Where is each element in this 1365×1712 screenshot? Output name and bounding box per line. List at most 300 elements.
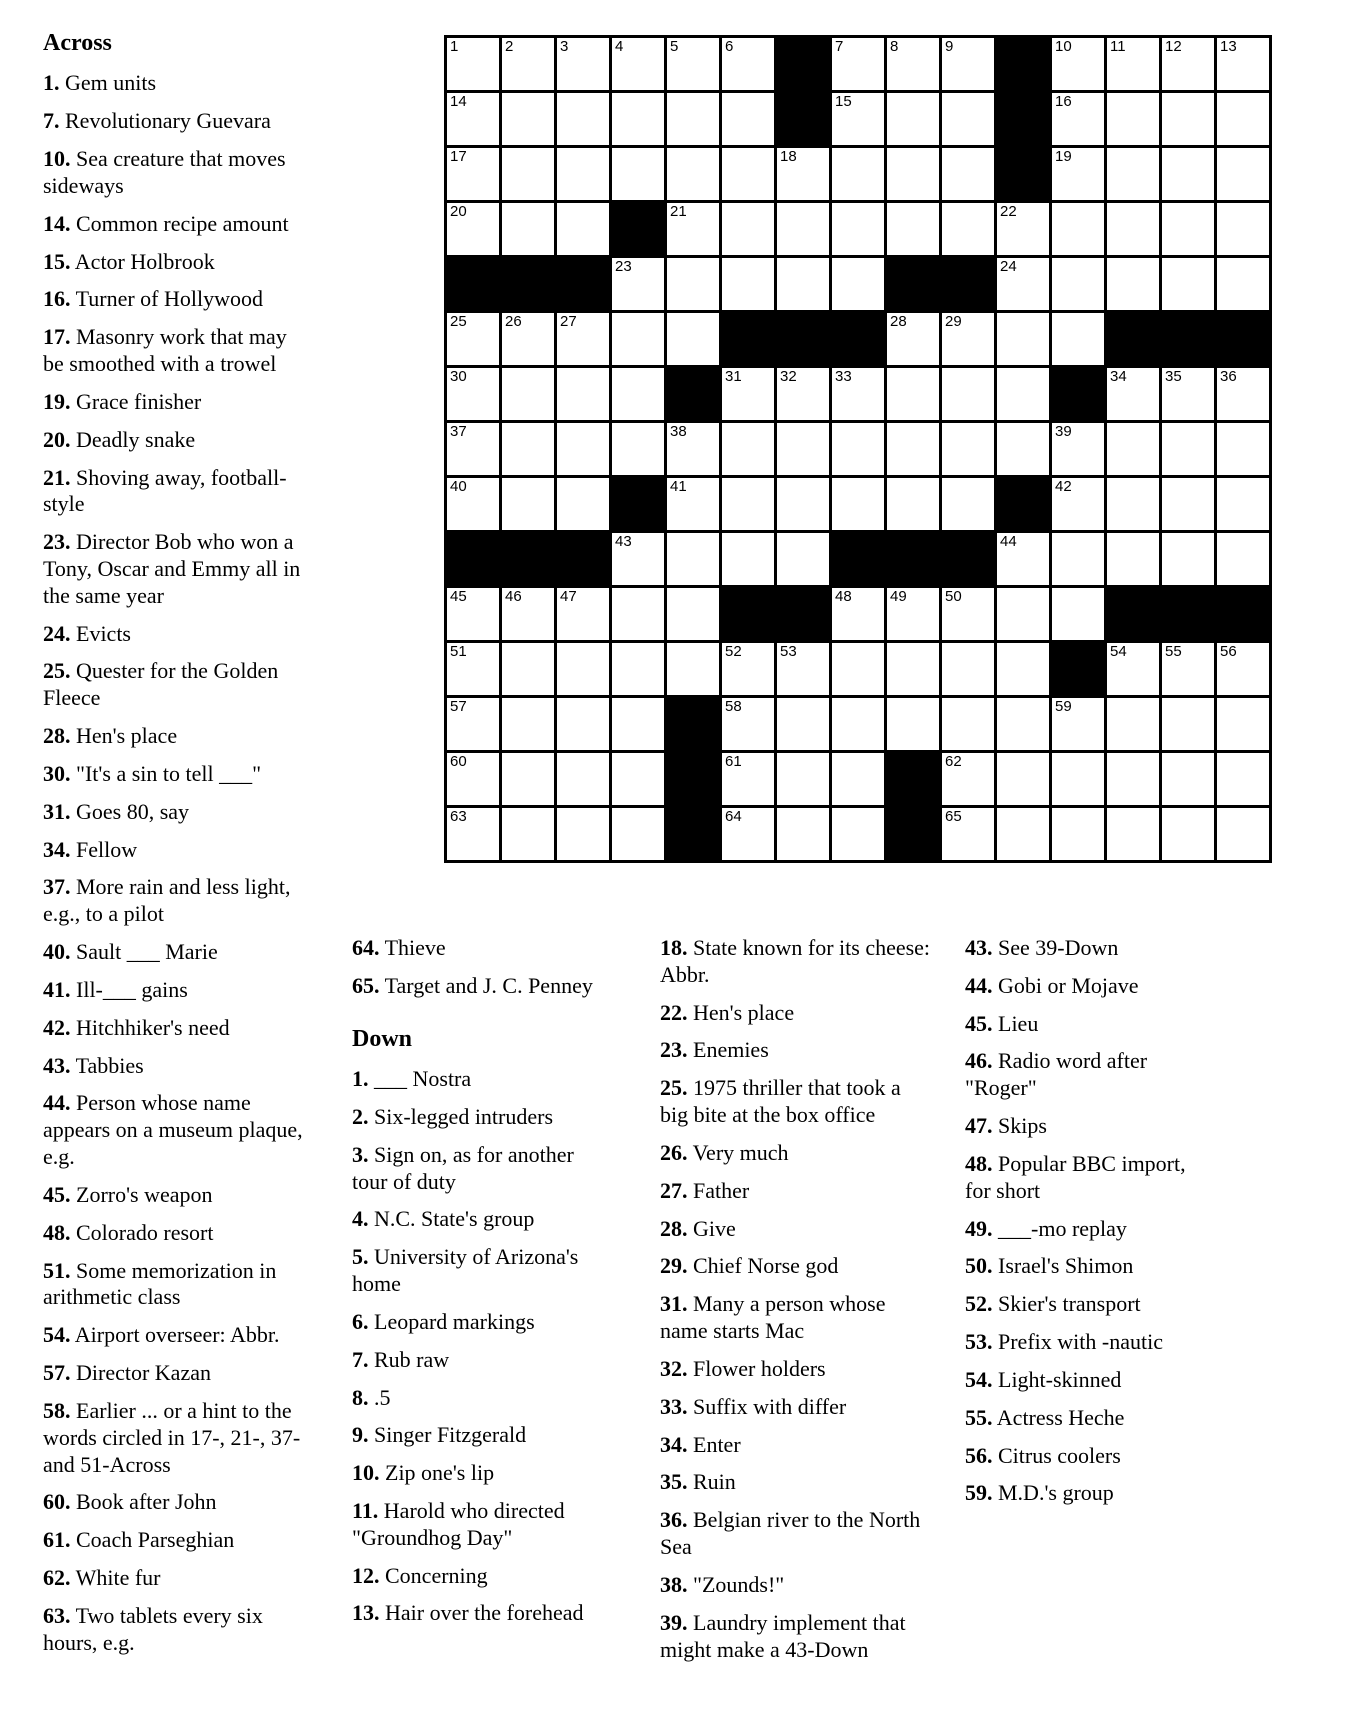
grid-cell[interactable]: [557, 93, 609, 145]
grid-cell[interactable]: [612, 313, 664, 365]
grid-cell[interactable]: [1162, 533, 1214, 585]
grid-cell[interactable]: [1052, 533, 1104, 585]
clue-down-18: 18. State known for its cheese: Abbr.: [660, 935, 931, 987]
grid-cell[interactable]: [832, 93, 884, 145]
grid-cell[interactable]: [447, 148, 499, 200]
grid-cell[interactable]: [887, 368, 939, 420]
grid-cell[interactable]: [1052, 808, 1104, 860]
grid-cell-black: [1052, 643, 1104, 695]
clue-number: 21.: [43, 464, 71, 490]
grid-cell[interactable]: [1107, 698, 1159, 750]
grid-cell[interactable]: [722, 753, 774, 805]
grid-cell-black: [667, 753, 719, 805]
clue-down-3: 3. Sign on, as for another tour of duty: [352, 1141, 574, 1194]
grid-cell[interactable]: [667, 533, 719, 585]
grid-cell[interactable]: [557, 148, 609, 200]
grid-cell[interactable]: [832, 203, 884, 255]
cell-number: 64: [725, 808, 742, 825]
cell-number: 58: [725, 698, 742, 715]
grid-cell[interactable]: [612, 808, 664, 860]
grid-cell-black: [997, 38, 1049, 90]
grid-cell-black: [1217, 588, 1269, 640]
cell-number: 34: [1110, 368, 1127, 385]
grid-cell[interactable]: [997, 698, 1049, 750]
grid-cell[interactable]: [1217, 808, 1269, 860]
clue-across-34: 34. Fellow: [43, 836, 138, 862]
grid-cell-black: [832, 533, 884, 585]
grid-cell-black: [942, 533, 994, 585]
clue-down-44: 44. Gobi or Mojave: [965, 972, 1139, 998]
clue-number: 43.: [965, 935, 993, 960]
grid-cell[interactable]: [722, 368, 774, 420]
clue-across-23: 23. Director Bob who won a Tony, Oscar and Emmy all in the same year: [43, 529, 301, 608]
clue-number: 28.: [660, 1215, 688, 1241]
grid-cell[interactable]: [832, 368, 884, 420]
clue-number: 15.: [43, 248, 71, 274]
grid-cell[interactable]: [887, 313, 939, 365]
cell-number: 54: [1110, 643, 1127, 660]
grid-cell-black: [612, 478, 664, 530]
grid-cell[interactable]: [832, 478, 884, 530]
cell-number: 5: [670, 38, 679, 55]
grid-cell[interactable]: [997, 368, 1049, 420]
grid-cell[interactable]: [1217, 258, 1269, 310]
grid-cell[interactable]: [887, 643, 939, 695]
grid-cell[interactable]: [722, 643, 774, 695]
grid-cell[interactable]: [1217, 643, 1269, 695]
clue-across-17: 17. Masonry work that may be smoothed with a trowel: [43, 324, 287, 377]
grid-cell[interactable]: [887, 38, 939, 90]
grid-cell[interactable]: [777, 258, 829, 310]
grid-cell[interactable]: [612, 698, 664, 750]
grid-cell[interactable]: [447, 478, 499, 530]
grid-cell-black: [777, 93, 829, 145]
cell-number: 57: [450, 698, 467, 715]
grid-cell[interactable]: [557, 368, 609, 420]
grid-cell[interactable]: [777, 643, 829, 695]
grid-cell[interactable]: [557, 478, 609, 530]
grid-cell[interactable]: [777, 753, 829, 805]
grid-cell[interactable]: [1162, 258, 1214, 310]
grid-cell[interactable]: [1107, 533, 1159, 585]
clue-across-63: 63. Two tablets every six hours, e.g.: [43, 1602, 263, 1655]
grid-cell[interactable]: [887, 423, 939, 475]
grid-cell[interactable]: [722, 533, 774, 585]
grid-cell[interactable]: [612, 643, 664, 695]
grid-cell[interactable]: [1162, 368, 1214, 420]
clue-number: 47.: [965, 1113, 993, 1139]
clue-number: 45.: [43, 1181, 71, 1207]
clue-number: 57.: [43, 1360, 71, 1386]
cell-number: 49: [890, 588, 907, 605]
grid-cell[interactable]: [1052, 38, 1104, 90]
grid-cell[interactable]: [447, 203, 499, 255]
grid-cell[interactable]: [612, 258, 664, 310]
grid-cell[interactable]: [1107, 203, 1159, 255]
grid-cell[interactable]: [832, 643, 884, 695]
grid-cell[interactable]: [1107, 478, 1159, 530]
clue-number: 6.: [352, 1308, 369, 1334]
cell-number: 24: [1000, 258, 1017, 275]
clue-down-28: 28. Give: [660, 1215, 736, 1241]
clue-number: 27.: [660, 1177, 688, 1203]
across-clues-column: [43, 30, 307, 1667]
grid-cell[interactable]: [667, 148, 719, 200]
clue-number: 3.: [352, 1141, 369, 1167]
grid-cell[interactable]: [1107, 258, 1159, 310]
grid-cell[interactable]: [557, 698, 609, 750]
clue-number: 35.: [660, 1469, 688, 1495]
grid-cell[interactable]: [832, 698, 884, 750]
grid-cell[interactable]: [777, 478, 829, 530]
grid-cell[interactable]: [612, 533, 664, 585]
clue-down-10: 10. Zip one's lip: [352, 1460, 495, 1486]
grid-cell[interactable]: [1217, 368, 1269, 420]
grid-cell[interactable]: [612, 368, 664, 420]
clue-number: 4.: [352, 1206, 369, 1232]
cell-number: 1: [450, 38, 459, 55]
grid-cell[interactable]: [1107, 38, 1159, 90]
clue-across-61: 61. Coach Parseghian: [43, 1527, 235, 1553]
grid-cell[interactable]: [722, 698, 774, 750]
grid-cell[interactable]: [942, 588, 994, 640]
grid-cell[interactable]: [1107, 148, 1159, 200]
grid-cell[interactable]: [722, 38, 774, 90]
grid-cell[interactable]: [722, 478, 774, 530]
grid-cell[interactable]: [1052, 148, 1104, 200]
grid-cell[interactable]: [942, 368, 994, 420]
grid-cell[interactable]: [887, 93, 939, 145]
grid-cell[interactable]: [832, 753, 884, 805]
grid-cell[interactable]: [612, 148, 664, 200]
grid-cell[interactable]: [447, 753, 499, 805]
grid-cell[interactable]: [777, 533, 829, 585]
grid-cell[interactable]: [1217, 753, 1269, 805]
clue-number: 33.: [660, 1393, 688, 1419]
cell-number: 48: [835, 588, 852, 605]
grid-cell[interactable]: [777, 808, 829, 860]
grid-cell[interactable]: [832, 588, 884, 640]
clue-down-27: 27. Father: [660, 1177, 750, 1203]
cell-number: 16: [1055, 93, 1072, 110]
clue-number: 18.: [660, 935, 688, 960]
grid-cell[interactable]: [722, 423, 774, 475]
cell-number: 47: [560, 588, 577, 605]
grid-cell[interactable]: [887, 478, 939, 530]
grid-cell[interactable]: [722, 148, 774, 200]
grid-cell[interactable]: [1162, 148, 1214, 200]
grid-cell[interactable]: [777, 368, 829, 420]
clue-number: 7.: [43, 108, 60, 134]
grid-cell[interactable]: [1107, 808, 1159, 860]
cell-number: 2: [505, 38, 514, 55]
grid-cell[interactable]: [502, 753, 554, 805]
grid-cell[interactable]: [1162, 203, 1214, 255]
grid-cell-black: [887, 258, 939, 310]
grid-cell[interactable]: [667, 258, 719, 310]
grid-cell[interactable]: [612, 38, 664, 90]
grid-cell[interactable]: [557, 643, 609, 695]
grid-cell[interactable]: [942, 643, 994, 695]
grid-cell[interactable]: [1107, 368, 1159, 420]
grid-cell[interactable]: [1107, 753, 1159, 805]
grid-cell[interactable]: [447, 698, 499, 750]
grid-cell[interactable]: [667, 643, 719, 695]
grid-cell[interactable]: [997, 533, 1049, 585]
clue-number: 43.: [43, 1052, 71, 1078]
grid-cell[interactable]: [502, 93, 554, 145]
grid-cell[interactable]: [667, 588, 719, 640]
grid-cell[interactable]: [557, 38, 609, 90]
clue-across-58: 58. Earlier ... or a hint to the words circled in 17-, 21-, 37- and 51-Across: [43, 1397, 301, 1477]
grid-cell[interactable]: [447, 588, 499, 640]
clue-number: 16.: [43, 286, 71, 312]
clues-column-2: [352, 935, 604, 1638]
clue-number: 61.: [43, 1527, 71, 1553]
grid-cell[interactable]: [997, 808, 1049, 860]
clue-across-1: 1. Gem units: [43, 70, 157, 96]
grid-cell[interactable]: [447, 313, 499, 365]
clue-across-40: 40. Sault ___ Marie: [43, 939, 218, 965]
grid-cell[interactable]: [447, 368, 499, 420]
grid-cell[interactable]: [722, 808, 774, 860]
grid-cell[interactable]: [612, 423, 664, 475]
grid-cell[interactable]: [1162, 698, 1214, 750]
grid-cell[interactable]: [502, 698, 554, 750]
grid-cell[interactable]: [942, 38, 994, 90]
grid-cell[interactable]: [777, 203, 829, 255]
grid-cell[interactable]: [777, 423, 829, 475]
clue-down-48: 48. Popular BBC import, for short: [965, 1150, 1186, 1203]
grid-cell[interactable]: [1162, 423, 1214, 475]
down-clue-list-continued-2: [965, 935, 1205, 1507]
cell-number: 43: [615, 533, 632, 550]
cell-number: 13: [1220, 38, 1237, 55]
grid-cell[interactable]: [1162, 753, 1214, 805]
grid-cell-black: [557, 533, 609, 585]
clue-number: 48.: [43, 1219, 71, 1245]
grid-cell-black: [1107, 588, 1159, 640]
cell-number: 61: [725, 753, 742, 770]
cell-number: 51: [450, 643, 467, 660]
clue-across-21: 21. Shoving away, football-style: [43, 464, 287, 517]
clue-down-39: 39. Laundry implement that might make a 43-Down: [660, 1609, 906, 1662]
grid-cell[interactable]: [997, 588, 1049, 640]
grid-cell[interactable]: [722, 203, 774, 255]
grid-cell[interactable]: [832, 423, 884, 475]
grid-cell[interactable]: [997, 423, 1049, 475]
grid-cell[interactable]: [667, 423, 719, 475]
clue-across-45: 45. Zorro's weapon: [43, 1181, 213, 1207]
grid-cell[interactable]: [1217, 478, 1269, 530]
grid-cell[interactable]: [997, 753, 1049, 805]
grid-cell-black: [997, 478, 1049, 530]
grid-cell[interactable]: [942, 203, 994, 255]
clue-across-14: 14. Common recipe amount: [43, 210, 289, 236]
grid-cell[interactable]: [1052, 203, 1104, 255]
clue-number: 12.: [352, 1562, 380, 1588]
grid-cell[interactable]: [667, 38, 719, 90]
grid-cell[interactable]: [557, 588, 609, 640]
clue-number: 22.: [660, 999, 688, 1025]
cell-number: 38: [670, 423, 687, 440]
clue-number: 5.: [352, 1244, 369, 1270]
grid-cell[interactable]: [502, 478, 554, 530]
grid-cell[interactable]: [502, 38, 554, 90]
clue-down-33: 33. Suffix with differ: [660, 1393, 847, 1419]
grid-cell[interactable]: [667, 313, 719, 365]
grid-cell[interactable]: [447, 643, 499, 695]
grid-cell-black: [447, 258, 499, 310]
grid-cell[interactable]: [942, 808, 994, 860]
grid-cell[interactable]: [1052, 588, 1104, 640]
grid-cell[interactable]: [557, 753, 609, 805]
grid-cell[interactable]: [1052, 753, 1104, 805]
grid-cell[interactable]: [447, 423, 499, 475]
clue-down-49: 49. ___-mo replay: [965, 1215, 1127, 1241]
grid-cell[interactable]: [722, 93, 774, 145]
grid-cell[interactable]: [557, 313, 609, 365]
clue-number: 54.: [43, 1322, 71, 1348]
grid-cell[interactable]: [1217, 533, 1269, 585]
grid-cell[interactable]: [557, 808, 609, 860]
cell-number: 27: [560, 313, 577, 330]
clue-across-25: 25. Quester for the Golden Fleece: [43, 658, 279, 711]
grid-cell[interactable]: [612, 753, 664, 805]
grid-cell[interactable]: [612, 93, 664, 145]
grid-cell[interactable]: [447, 808, 499, 860]
grid-cell[interactable]: [1107, 643, 1159, 695]
grid-cell[interactable]: [557, 423, 609, 475]
grid-cell[interactable]: [502, 368, 554, 420]
clue-number: 37.: [43, 874, 71, 900]
clue-number: 29.: [660, 1253, 688, 1279]
grid-cell[interactable]: [667, 478, 719, 530]
grid-cell[interactable]: [832, 258, 884, 310]
grid-cell[interactable]: [777, 148, 829, 200]
clue-number: 7.: [352, 1346, 369, 1372]
grid-cell[interactable]: [447, 38, 499, 90]
grid-cell[interactable]: [1052, 698, 1104, 750]
grid-cell[interactable]: [1052, 423, 1104, 475]
clue-across-44: 44. Person whose name appears on a museum plaque, e.g.: [43, 1090, 303, 1170]
grid-cell[interactable]: [612, 588, 664, 640]
grid-cell[interactable]: [1052, 478, 1104, 530]
grid-cell[interactable]: [1107, 93, 1159, 145]
clue-number: 31.: [660, 1291, 688, 1317]
clue-number: 30.: [43, 760, 71, 786]
grid-cell[interactable]: [777, 698, 829, 750]
grid-cell[interactable]: [887, 203, 939, 255]
grid-cell[interactable]: [1052, 258, 1104, 310]
grid-cell[interactable]: [997, 313, 1049, 365]
grid-cell[interactable]: [942, 423, 994, 475]
grid-cell[interactable]: [1052, 313, 1104, 365]
clue-across-15: 15. Actor Holbrook: [43, 248, 215, 274]
grid-cell[interactable]: [887, 588, 939, 640]
grid-cell[interactable]: [502, 313, 554, 365]
grid-cell-black: [1107, 313, 1159, 365]
clue-number: 45.: [965, 1010, 993, 1036]
grid-cell[interactable]: [722, 258, 774, 310]
grid-cell[interactable]: [1217, 38, 1269, 90]
grid-cell[interactable]: [1217, 423, 1269, 475]
grid-cell[interactable]: [502, 148, 554, 200]
clue-number: 32.: [660, 1355, 688, 1381]
clue-down-50: 50. Israel's Shimon: [965, 1253, 1134, 1279]
grid-cell[interactable]: [832, 148, 884, 200]
grid-cell[interactable]: [502, 808, 554, 860]
grid-cell[interactable]: [887, 698, 939, 750]
grid-cell[interactable]: [942, 93, 994, 145]
clue-down-4: 4. N.C. State's group: [352, 1206, 535, 1232]
clue-number: 55.: [965, 1404, 993, 1430]
clue-number: 34.: [43, 836, 71, 862]
clue-down-36: 36. Belgian river to the North Sea: [660, 1507, 921, 1560]
grid-cell[interactable]: [1162, 93, 1214, 145]
clue-number: 39.: [660, 1609, 688, 1635]
grid-cell[interactable]: [832, 38, 884, 90]
grid-cell-black: [887, 533, 939, 585]
grid-cell[interactable]: [942, 313, 994, 365]
grid-cell[interactable]: [667, 203, 719, 255]
clue-down-7: 7. Rub raw: [352, 1346, 450, 1372]
grid-cell[interactable]: [1162, 643, 1214, 695]
cell-number: 14: [450, 93, 467, 110]
cell-number: 30: [450, 368, 467, 385]
cell-number: 42: [1055, 478, 1072, 495]
grid-cell[interactable]: [502, 588, 554, 640]
grid-cell[interactable]: [942, 478, 994, 530]
clues-column-3: [660, 935, 932, 1674]
clue-number: 42.: [43, 1014, 71, 1040]
grid-cell[interactable]: [942, 753, 994, 805]
grid-cell[interactable]: [1162, 38, 1214, 90]
clue-number: 44.: [965, 972, 993, 998]
grid-cell[interactable]: [832, 808, 884, 860]
grid-cell[interactable]: [887, 148, 939, 200]
clue-down-9: 9. Singer Fitzgerald: [352, 1422, 527, 1448]
grid-cell[interactable]: [1217, 148, 1269, 200]
grid-cell[interactable]: [447, 93, 499, 145]
grid-cell[interactable]: [1217, 698, 1269, 750]
grid-cell[interactable]: [502, 203, 554, 255]
cell-number: 17: [450, 148, 467, 165]
grid-cell[interactable]: [1217, 93, 1269, 145]
grid-cell[interactable]: [557, 203, 609, 255]
grid-cell[interactable]: [1162, 808, 1214, 860]
grid-cell[interactable]: [942, 698, 994, 750]
cell-number: 19: [1055, 148, 1072, 165]
grid-cell[interactable]: [1217, 203, 1269, 255]
grid-cell[interactable]: [942, 148, 994, 200]
grid-cell[interactable]: [667, 93, 719, 145]
clue-down-56: 56. Citrus coolers: [965, 1442, 1121, 1468]
grid-cell-black: [1217, 313, 1269, 365]
grid-cell[interactable]: [1162, 478, 1214, 530]
grid-cell[interactable]: [1107, 423, 1159, 475]
grid-cell[interactable]: [502, 423, 554, 475]
clue-number: 1.: [43, 70, 60, 96]
clue-down-29: 29. Chief Norse god: [660, 1253, 839, 1279]
grid-cell[interactable]: [997, 643, 1049, 695]
grid-cell[interactable]: [997, 258, 1049, 310]
cell-number: 12: [1165, 38, 1182, 55]
grid-cell[interactable]: [502, 643, 554, 695]
grid-cell[interactable]: [1052, 93, 1104, 145]
grid-cell[interactable]: [997, 203, 1049, 255]
grid-cell-black: [1052, 368, 1104, 420]
